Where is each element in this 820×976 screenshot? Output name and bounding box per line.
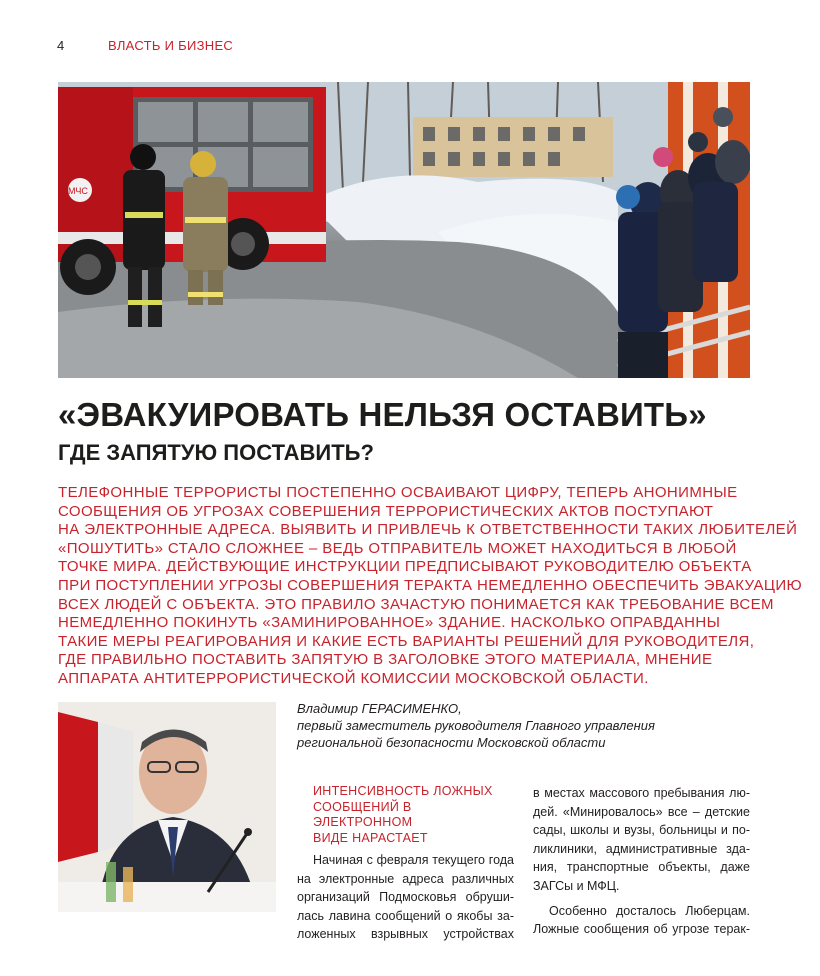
- fire-truck-photo: [58, 82, 750, 378]
- lead-line: ГДЕ ПРАВИЛЬНО ПОСТАВИТЬ ЗАПЯТУЮ В ЗАГОЛОВКЕ ЭТОГО МАТЕРИАЛА, МНЕНИЕ: [58, 651, 713, 669]
- text-line: лась лавина сообщений о якобы за-: [297, 908, 514, 923]
- article-title: «ЭВАКУИРОВАТЬ НЕЛЬЗЯ ОСТАВИТЬ»: [58, 396, 707, 433]
- page-number: 4: [57, 38, 65, 53]
- author-portrait: [58, 702, 276, 912]
- author-role: первый заместитель руководителя Главного управления: [297, 718, 655, 733]
- text-line: Особенно досталось Люберцам.: [549, 903, 750, 918]
- article-column-1: [297, 784, 514, 944]
- subheading-line: ВИДЕ НАРАСТАЕТ: [313, 830, 428, 845]
- text-line: на электронные адреса различных: [297, 871, 514, 886]
- author-name: Владимир ГЕРАСИМЕНКО,: [297, 701, 462, 716]
- author-byline: [297, 700, 717, 751]
- text-line: Ложные сообщения об угрозе терак-: [533, 922, 750, 937]
- lead-line: ВСЕХ ЛЮДЕЙ С ОБЪЕКТА. ЭТО ПРАВИЛО ЗАЧАСТУЮ ПОНИМАЕТСЯ КАК ТРЕБОВАНИЕ ВСЕМ: [58, 595, 774, 613]
- lead-line: СООБЩЕНИЯ ОБ УГРОЗАХ СОВЕРШЕНИЯ ТЕРРОРИСТИЧЕСКИХ АКТОВ ПОСТУПАЮТ: [58, 502, 714, 520]
- subheading-line: СООБЩЕНИЙ В ЭЛЕКТРОННОМ: [313, 799, 413, 829]
- text-line: Начиная с февраля текущего года: [313, 853, 514, 867]
- author-role: региональной безопасности Московской области: [297, 735, 606, 750]
- article-paragraph: [297, 851, 514, 944]
- lead-line: НЕМЕДЛЕННО ПОКИНУТЬ «ЗАМИНИРОВАННОЕ» ЗДАНИЕ. НАСКОЛЬКО ОПРАВДАННЫ: [58, 614, 721, 632]
- article-subtitle: ГДЕ ЗАПЯТУЮ ПОСТАВИТЬ?: [58, 440, 374, 465]
- lead-line: ПРИ ПОСТУПЛЕНИИ УГРОЗЫ СОВЕРШЕНИЯ ТЕРАКТА НЕМЕДЛЕННО ОБЕСПЕЧИТЬ ЭВАКУАЦИЮ: [58, 576, 803, 594]
- lead-line: ТАКИЕ МЕРЫ РЕАГИРОВАНИЯ И КАКИЕ ЕСТЬ ВАРИАНТЫ РЕШЕНИЙ ДЛЯ РУКОВОДИТЕЛЯ,: [58, 632, 755, 650]
- article-subheading: [297, 784, 514, 846]
- lead-line: «ПОШУТИТЬ» СТАЛО СЛОЖНЕЕ – ВЕДЬ ОТПРАВИТЕЛЬ МОЖЕТ НАХОДИТЬСЯ В ЛЮБОЙ: [58, 539, 737, 557]
- lead-line: ТЕЛЕФОННЫЕ ТЕРРОРИСТЫ ПОСТЕПЕННО ОСВАИВАЮТ ЦИФРУ, ТЕПЕРЬ АНОНИМНЫЕ: [58, 484, 738, 501]
- article-paragraph: [533, 902, 750, 939]
- subheading-line: ИНТЕНСИВНОСТЬ ЛОЖНЫХ: [313, 784, 493, 798]
- lead-line: АППАРАТА АНТИТЕРРОРИСТИЧЕСКОЙ КОМИССИИ МОСКОВСКОЙ ОБЛАСТИ.: [58, 669, 649, 687]
- text-line: в местах массового пребывания лю-: [533, 786, 750, 800]
- lead-line: НА ЭЛЕКТРОННЫЕ АДРЕСА. ВЫЯВИТЬ И ПРИВЛЕЧЬ К ОТВЕТСТВЕННОСТИ ТАКИХ ЛЮБИТЕЛЕЙ: [58, 521, 798, 539]
- text-line: дей. «Минировалось» все – детские: [533, 804, 750, 819]
- text-line: сады, школы и вузы, больницы и по-: [533, 823, 750, 838]
- article-paragraph: [533, 784, 750, 896]
- article-column-2: [533, 784, 750, 939]
- text-line: ния, транспортные объекты, даже: [533, 860, 750, 875]
- section-title: ВЛАСТЬ И БИЗНЕС: [108, 38, 234, 53]
- text-line: организаций Подмосковья обруши-: [297, 890, 514, 905]
- truck-label: МЧС: [68, 186, 88, 196]
- text-line: ЗАГСы и МФЦ.: [533, 878, 620, 893]
- text-line: ликлиники, административные зда-: [533, 841, 750, 856]
- article-lead: [58, 484, 803, 689]
- text-line: ложенных взрывных устройствах: [297, 927, 514, 942]
- lead-line: ТОЧКЕ МИРА. ДЕЙСТВУЮЩИЕ ИНСТРУКЦИИ ПРЕДПИСЫВАЮТ РУКОВОДИТЕЛЮ ОБЪЕКТА: [58, 558, 752, 576]
